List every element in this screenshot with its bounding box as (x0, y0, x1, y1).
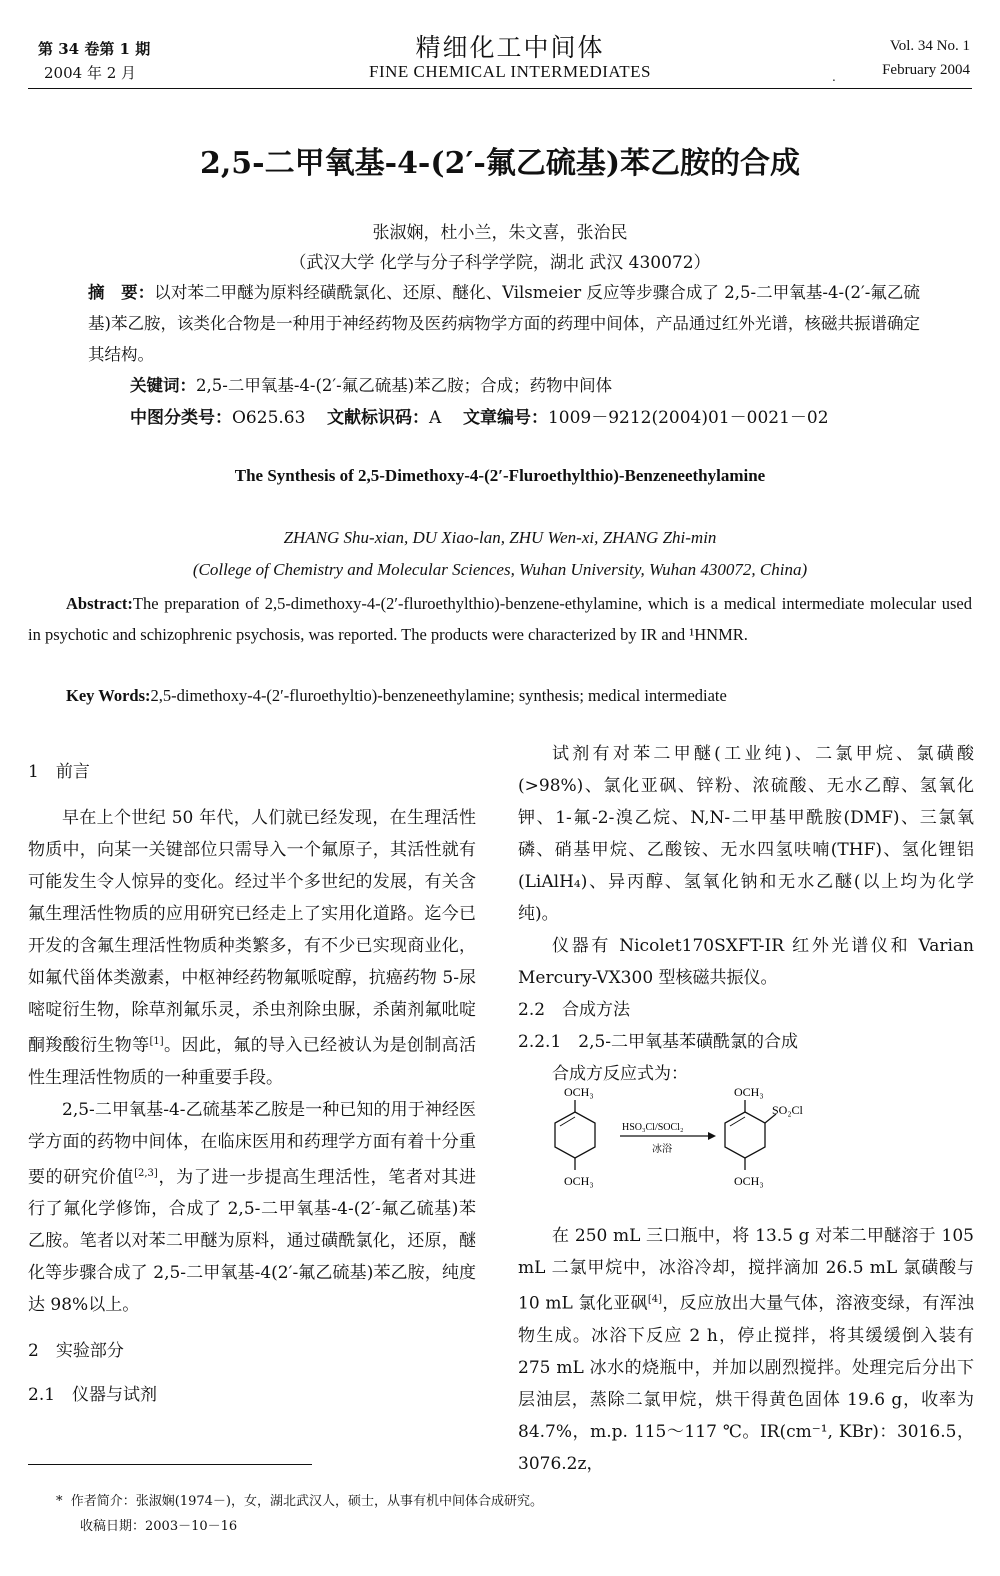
procedure-paragraph (518, 1220, 974, 1480)
intro-p2-text: 2,5-二甲氧基-4-乙硫基苯乙胺是一种已知的用于神经医学方面的药物中间体，在临床医用和药理学方面有着十分重要的研究价值 (28, 1099, 476, 1188)
keywords-cn-label: 关键词： (130, 376, 196, 395)
keywords-cn-text: 2,5-二甲氧基-4-(2′-氟乙硫基)苯乙胺；合成；药物中间体 (196, 376, 613, 395)
section-2-2-1-heading: 2.2.1 2,5-二甲氧基苯磺酰氯的合成 (518, 1032, 799, 1052)
classification-line (130, 403, 920, 434)
keywords-en (66, 680, 972, 711)
date-cn: 2004 年 2 月 (44, 64, 137, 82)
procedure-end: ，反应放出大量气体，溶液变绿，有浑浊物生成。冰浴下反应 2 h，停止搅拌，将其缓缓倒入装有 275 mL 冰水的烧瓶中，并加以剧烈搅拌。处理完后分出下层油层，蒸除二氯甲烷，烘干得黄色固体 19.6 g，收率为 84.7%，m.p. 115～117 ℃。IR(cm⁻¹, KBr)：3016.5，3076.2z， (518, 1293, 974, 1474)
header-rule (28, 88, 972, 89)
citation-2-3: [2,3] (134, 1167, 158, 1179)
right-top-substituent: OCH₃ (734, 1085, 764, 1099)
condition-label: 冰浴 (652, 1144, 672, 1155)
reagent-label: HSO₃Cl/SOCl₂ (622, 1122, 684, 1133)
sulfonyl-chloride-group: SO₂Cl (772, 1103, 803, 1117)
header-dot: . (832, 70, 836, 84)
section-2-1-heading: 2.1 仪器与试剂 (28, 1385, 158, 1406)
intro-p1-end: 。因此，氟的导入已经被认为是创制高活性生理活性物质的一种重要手段。 (28, 1035, 477, 1088)
scheme-intro: 合成方反应式为： (552, 1064, 688, 1084)
journal-name-en: FINE CHEMICAL INTERMEDIATES (368, 62, 652, 81)
intro-paragraph-2 (28, 1094, 476, 1322)
clc-value: O625.63 (232, 408, 306, 428)
reagents-paragraph: 试剂有对苯二甲醚(工业纯)、二氯甲烷、氯磺酸(>98%)、氯化亚砜、锌粉、浓硫酸、无水乙醇、氢氧化钾、1-氟-2-溴乙烷、N,N-二甲基甲酰胺(DMF)、三氯氧磷、硝基甲烷、乙酸铵、无水四氢呋喃(THF)、氢化锂铝(LiAlH₄)、异丙醇、氢氧化钠和无水乙醚(以上均为化学纯)。 (518, 744, 974, 924)
section-1-heading: 1 前言 (28, 762, 90, 782)
date-en: February 2004 (882, 62, 970, 78)
article-no-value: 1009－9212(2004)01－0021－02 (547, 408, 829, 428)
intro-paragraph-1 (28, 802, 476, 1094)
instruments-paragraph: 仪器有 Nicolet170SXFT-IR 红外光谱仪和 Varian Mercury-VX300 型核磁共振仪。 (518, 936, 974, 988)
procedure-text: 在 250 mL 三口瓶中，将 13.5 g 对苯二甲醚溶于 105 mL 二氯甲烷中，冰浴冷却，搅拌滴加 26.5 mL 氯磺酸与 10 mL 氯化亚砜 (518, 1226, 974, 1314)
keywords-cn (130, 370, 920, 401)
right-benzene-ring (725, 1112, 765, 1158)
left-benzene-ring (555, 1112, 595, 1158)
author-note-text: 作者简介：张淑娴(1974－)，女，湖北武汉人，硕士，从事有机中间体合成研究。 (70, 1494, 543, 1509)
received-date-footnote: 收稿日期：2003－10－16 (80, 1519, 238, 1534)
clc-label: 中图分类号： (130, 408, 232, 428)
paper-title-en: The Synthesis of 2,5-Dimethoxy-4-(2′-Fluroethylthio)-Benzeneethylamine (234, 466, 766, 485)
abstract-cn (88, 277, 920, 370)
affiliation-en: (College of Chemistry and Molecular Sciences, Wuhan University, Wuhan 430072, China) (192, 560, 808, 579)
abstract-cn-label: 摘 要： (88, 283, 155, 302)
section-2-heading: 2 实验部分 (28, 1341, 124, 1362)
keywords-en-text: 2,5-dimethoxy-4-(2′-fluroethyltio)-benzeneethylamine; synthesis; medical intermediate (150, 686, 727, 705)
doc-code-label: 文献标识码： (327, 408, 430, 428)
abstract-en-text: The preparation of 2,5-dimethoxy-4-(2′-fluroethylthio)-benzene-ethylamine, which is a medical intermediate molecular used in psychotic and schizophrenic psychosis, was reported. The products were characterized by IR and ¹HNMR. (28, 594, 972, 644)
authors-en: ZHANG Shu-xian, DU Xiao-lan, ZHU Wen-xi, ZHANG Zhi-min (283, 528, 717, 547)
citation-4: [4] (647, 1294, 663, 1305)
footnote-bullet: * (56, 1494, 71, 1509)
footnote-rule (28, 1464, 312, 1465)
affiliation-cn: （武汉大学 化学与分子科学学院，湖北 武汉 430072） (289, 253, 711, 273)
volume-en: Vol. 34 No. 1 (889, 38, 970, 54)
left-top-substituent: OCH₃ (564, 1085, 594, 1099)
intro-p1-text: 早在上个世纪 50 年代，人们就已经发现，在生理活性物质中，向某一关键部位只需导入一个氟原子，其活性就有可能发生令人惊异的变化。经过半个多世纪的发展，有关含氟生理活性物质的应用研究已经走上了实用化道路。迄今已开发的含氟生理活性物质种类繁多，有不少已实现商业化，如氟代甾体类激素，中枢神经药物氟哌啶醇，抗癌药物 5-尿嘧啶衍生物，除草剂氟乐灵，杀虫剂除虫脲，杀菌剂氟吡啶酮羧酸衍生物等 (28, 808, 476, 1056)
abstract-en (28, 588, 972, 650)
keywords-en-label: Key Words: (66, 686, 151, 705)
journal-name-cn: 精细化工中间体 (415, 33, 605, 62)
authors-cn: 张淑娴，杜小兰，朱文喜，张治民 (372, 223, 628, 243)
abstract-en-label: Abstract: (66, 594, 133, 613)
reaction-scheme (540, 1080, 860, 1200)
volume-cn: 第 34 卷第 1 期 (38, 40, 151, 58)
left-column (28, 756, 476, 1411)
author-footnote (56, 1490, 543, 1509)
paper-title-cn: 2,5-二甲氧基-4-(2′-氟乙硫基)苯乙胺的合成 (199, 146, 801, 181)
page-header (0, 0, 1000, 100)
intro-p2-end: ，为了进一步提高生理活性，笔者对其进行了氟化学修饰，合成了 2,5-二甲氧基-4-(2′-氟乙硫基)苯乙胺。笔者以对苯二甲醚为原料，通过磺酰氯化，还原，醚化等步骤合成了 2,5-二甲氧基-4(2′-氟乙硫基)苯乙胺，纯度达 98%以上。 (28, 1167, 477, 1316)
left-bottom-substituent: OCH₃ (564, 1174, 594, 1188)
abstract-cn-text: 以对苯二甲醚为原料经磺酰氯化、还原、醚化、Vilsmeier 反应等步骤合成了 2,5-二甲氧基-4-(2′-氟乙硫基)苯乙胺，该类化合物是一种用于神经药物及医药病物学方面的药理中间体，产品通过红外光谱，核磁共振谱确定其结构。 (88, 283, 920, 364)
article-no-label: 文章编号： (462, 408, 548, 428)
section-2-2-heading: 2.2 合成方法 (518, 1000, 631, 1020)
arrow-head (708, 1132, 716, 1140)
doc-code-value: A (429, 408, 442, 428)
right-bottom-substituent: OCH₃ (734, 1174, 764, 1188)
citation-1: [1] (149, 1036, 164, 1047)
